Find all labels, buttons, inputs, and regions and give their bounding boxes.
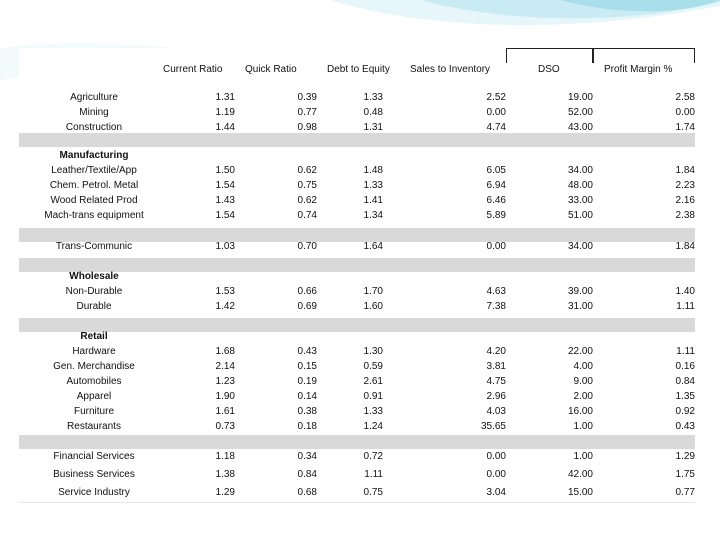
table-cell: 6.94 <box>486 180 506 191</box>
table-cell: 0.77 <box>297 107 317 118</box>
table-cell: 0.84 <box>675 376 695 387</box>
table-cell: 1.74 <box>675 122 695 133</box>
table-cell: 0.74 <box>297 210 317 221</box>
table-cell: 35.65 <box>480 421 506 432</box>
group-label: Retail <box>80 331 108 342</box>
header-box-dso <box>506 48 593 63</box>
col-header-sales-to-inventory: Sales to Inventory <box>410 64 491 75</box>
col-header-quick-ratio: Quick Ratio <box>245 64 297 75</box>
table-cell: 15.00 <box>567 487 593 498</box>
row-label: Business Services <box>53 469 135 480</box>
table-cell: 1.18 <box>215 451 235 462</box>
table-cell: 0.92 <box>675 406 695 417</box>
table-cell: 1.11 <box>676 346 695 357</box>
table-cell: 0.00 <box>486 451 506 462</box>
table-cell: 34.00 <box>567 241 593 252</box>
header-box-profit-margin <box>593 48 695 63</box>
table-cell: 1.29 <box>675 451 695 462</box>
table-cell: 2.96 <box>486 391 506 402</box>
table-cell: 1.33 <box>363 92 383 103</box>
table-cell: 2.00 <box>573 391 593 402</box>
table-cell: 2.14 <box>215 361 235 372</box>
table-cell: 1.44 <box>215 122 235 133</box>
table-cell: 2.38 <box>675 210 695 221</box>
table-cell: 4.03 <box>486 406 506 417</box>
table-cell: 3.04 <box>486 487 506 498</box>
table-cell: 0.66 <box>297 286 317 297</box>
table-cell: 1.29 <box>215 487 235 498</box>
row-label: Mining <box>79 107 109 118</box>
separator-band <box>19 133 695 147</box>
table-cell: 43.00 <box>567 122 593 133</box>
table-cell: 1.31 <box>363 122 383 133</box>
table-cell: 1.84 <box>675 241 695 252</box>
table-cell: 0.18 <box>297 421 317 432</box>
row-label: Automobiles <box>66 376 122 387</box>
table-cell: 0.98 <box>297 122 317 133</box>
table-cell: 1.61 <box>215 406 235 417</box>
table-cell: 22.00 <box>567 346 593 357</box>
table-cell: 16.00 <box>567 406 593 417</box>
table-cell: 2.16 <box>675 195 695 206</box>
table-cell: 2.58 <box>675 92 695 103</box>
table-cell: 1.54 <box>215 180 235 191</box>
table-cell: 0.43 <box>675 421 695 432</box>
table-cell: 0.00 <box>486 241 506 252</box>
table-cell: 1.60 <box>363 301 383 312</box>
table-cell: 1.34 <box>363 210 383 221</box>
table-cell: 1.70 <box>363 286 383 297</box>
table-cell: 31.00 <box>567 301 593 312</box>
row-label: Non-Durable <box>65 286 123 297</box>
table-cell: 0.91 <box>363 391 383 402</box>
table-cell: 0.77 <box>675 487 695 498</box>
table-cell: 3.81 <box>486 361 506 372</box>
group-label: Wholesale <box>69 271 119 282</box>
table-cell: 0.43 <box>297 346 317 357</box>
table-cell: 1.00 <box>573 421 593 432</box>
table-cell: 1.53 <box>215 286 235 297</box>
row-label: Apparel <box>76 391 112 402</box>
row-label: Durable <box>76 301 112 312</box>
table-cell: 0.62 <box>297 165 317 176</box>
table-cell: 51.00 <box>567 210 593 221</box>
table-cell: 19.00 <box>567 92 593 103</box>
row-label: Wood Related Prod <box>50 195 138 206</box>
table-bottom-line <box>19 502 695 503</box>
table-cell: 2.23 <box>675 180 695 191</box>
table-cell: 0.62 <box>297 195 317 206</box>
table-cell: 1.68 <box>215 346 235 357</box>
table-cell: 33.00 <box>567 195 593 206</box>
table-cell: 52.00 <box>567 107 593 118</box>
group-label: Manufacturing <box>59 150 129 161</box>
table-cell: 0.75 <box>297 180 317 191</box>
table-cell: 6.05 <box>486 165 506 176</box>
row-label: Hardware <box>72 346 116 357</box>
table-cell: 0.48 <box>363 107 383 118</box>
row-label: Furniture <box>73 406 114 417</box>
table-cell: 34.00 <box>567 165 593 176</box>
table-cell: 0.19 <box>297 376 317 387</box>
table-cell: 1.00 <box>573 451 593 462</box>
row-label: Trans-Communic <box>55 241 133 252</box>
row-label: Service Industry <box>58 487 130 498</box>
row-label: Gen. Merchandise <box>53 361 135 372</box>
col-header-profit-margin: Profit Margin % <box>604 64 673 75</box>
table-cell: 1.64 <box>363 241 383 252</box>
table-cell: 0.73 <box>215 421 235 432</box>
table-cell: 0.00 <box>486 469 506 480</box>
table-cell: 4.75 <box>486 376 506 387</box>
table-cell: 4.20 <box>486 346 506 357</box>
table-cell: 2.61 <box>363 376 383 387</box>
table-cell: 1.42 <box>215 301 235 312</box>
table-cell: 0.15 <box>297 361 317 372</box>
table-cell: 0.68 <box>297 487 317 498</box>
table-cell: 1.43 <box>215 195 235 206</box>
table-cell: 9.00 <box>573 376 593 387</box>
table-cell: 1.38 <box>215 469 235 480</box>
row-label: Financial Services <box>53 451 135 462</box>
table-cell: 1.31 <box>215 92 235 103</box>
table-cell: 0.70 <box>297 241 317 252</box>
row-label: Mach-trans equipment <box>44 210 144 221</box>
table-cell: 0.16 <box>675 361 695 372</box>
row-label: Chem. Petrol. Metal <box>49 180 139 191</box>
table-cell: 7.38 <box>486 301 506 312</box>
table-cell: 0.34 <box>297 451 317 462</box>
table-cell: 0.75 <box>363 487 383 498</box>
table-cell: 1.40 <box>675 286 695 297</box>
separator-band <box>19 258 695 272</box>
table-cell: 48.00 <box>567 180 593 191</box>
ratio-table <box>19 48 695 502</box>
table-cell: 1.33 <box>363 406 383 417</box>
table-cell: 1.54 <box>215 210 235 221</box>
table-cell: 4.00 <box>573 361 593 372</box>
separator-band <box>19 228 695 242</box>
table-cell: 6.46 <box>486 195 506 206</box>
table-cell: 0.39 <box>297 92 317 103</box>
table-cell: 4.63 <box>486 286 506 297</box>
table-cell: 1.41 <box>363 195 383 206</box>
table-cell: 1.24 <box>363 421 383 432</box>
table-cell: 0.84 <box>297 469 317 480</box>
row-label: Agriculture <box>70 92 118 103</box>
table-cell: 2.52 <box>486 92 506 103</box>
table-cell: 1.03 <box>215 241 235 252</box>
table-cell: 0.14 <box>297 391 317 402</box>
table-cell: 0.00 <box>486 107 506 118</box>
col-header-debt-to-equity: Debt to Equity <box>327 64 390 75</box>
row-label: Restaurants <box>67 421 121 432</box>
table-cell: 1.23 <box>215 376 235 387</box>
table-cell: 1.35 <box>675 391 695 402</box>
table-cell: 0.59 <box>363 361 383 372</box>
table-cell: 0.72 <box>363 451 383 462</box>
table-cell: 39.00 <box>567 286 593 297</box>
table-cell: 1.33 <box>363 180 383 191</box>
table-cell: 1.75 <box>675 469 695 480</box>
table-cell: 1.11 <box>676 301 695 312</box>
col-header-current-ratio: Current Ratio <box>163 64 223 75</box>
table-cell: 1.48 <box>363 165 383 176</box>
row-label: Leather/Textile/App <box>51 165 137 176</box>
table-cell: 1.19 <box>215 107 235 118</box>
table-cell: 0.38 <box>297 406 317 417</box>
table-cell: 4.74 <box>486 122 506 133</box>
table-cell: 1.84 <box>675 165 695 176</box>
col-header-dso: DSO <box>538 64 560 75</box>
table-cell: 0.69 <box>297 301 317 312</box>
table-cell: 1.30 <box>363 346 383 357</box>
row-label: Construction <box>65 122 123 133</box>
table-cell: 42.00 <box>567 469 593 480</box>
table-cell: 1.90 <box>215 391 235 402</box>
table-cell: 5.89 <box>486 210 506 221</box>
table-cell: 0.00 <box>675 107 695 118</box>
separator-band <box>19 318 695 332</box>
separator-band <box>19 435 695 449</box>
table-cell: 1.50 <box>215 165 235 176</box>
table-cell: 1.11 <box>364 469 383 480</box>
